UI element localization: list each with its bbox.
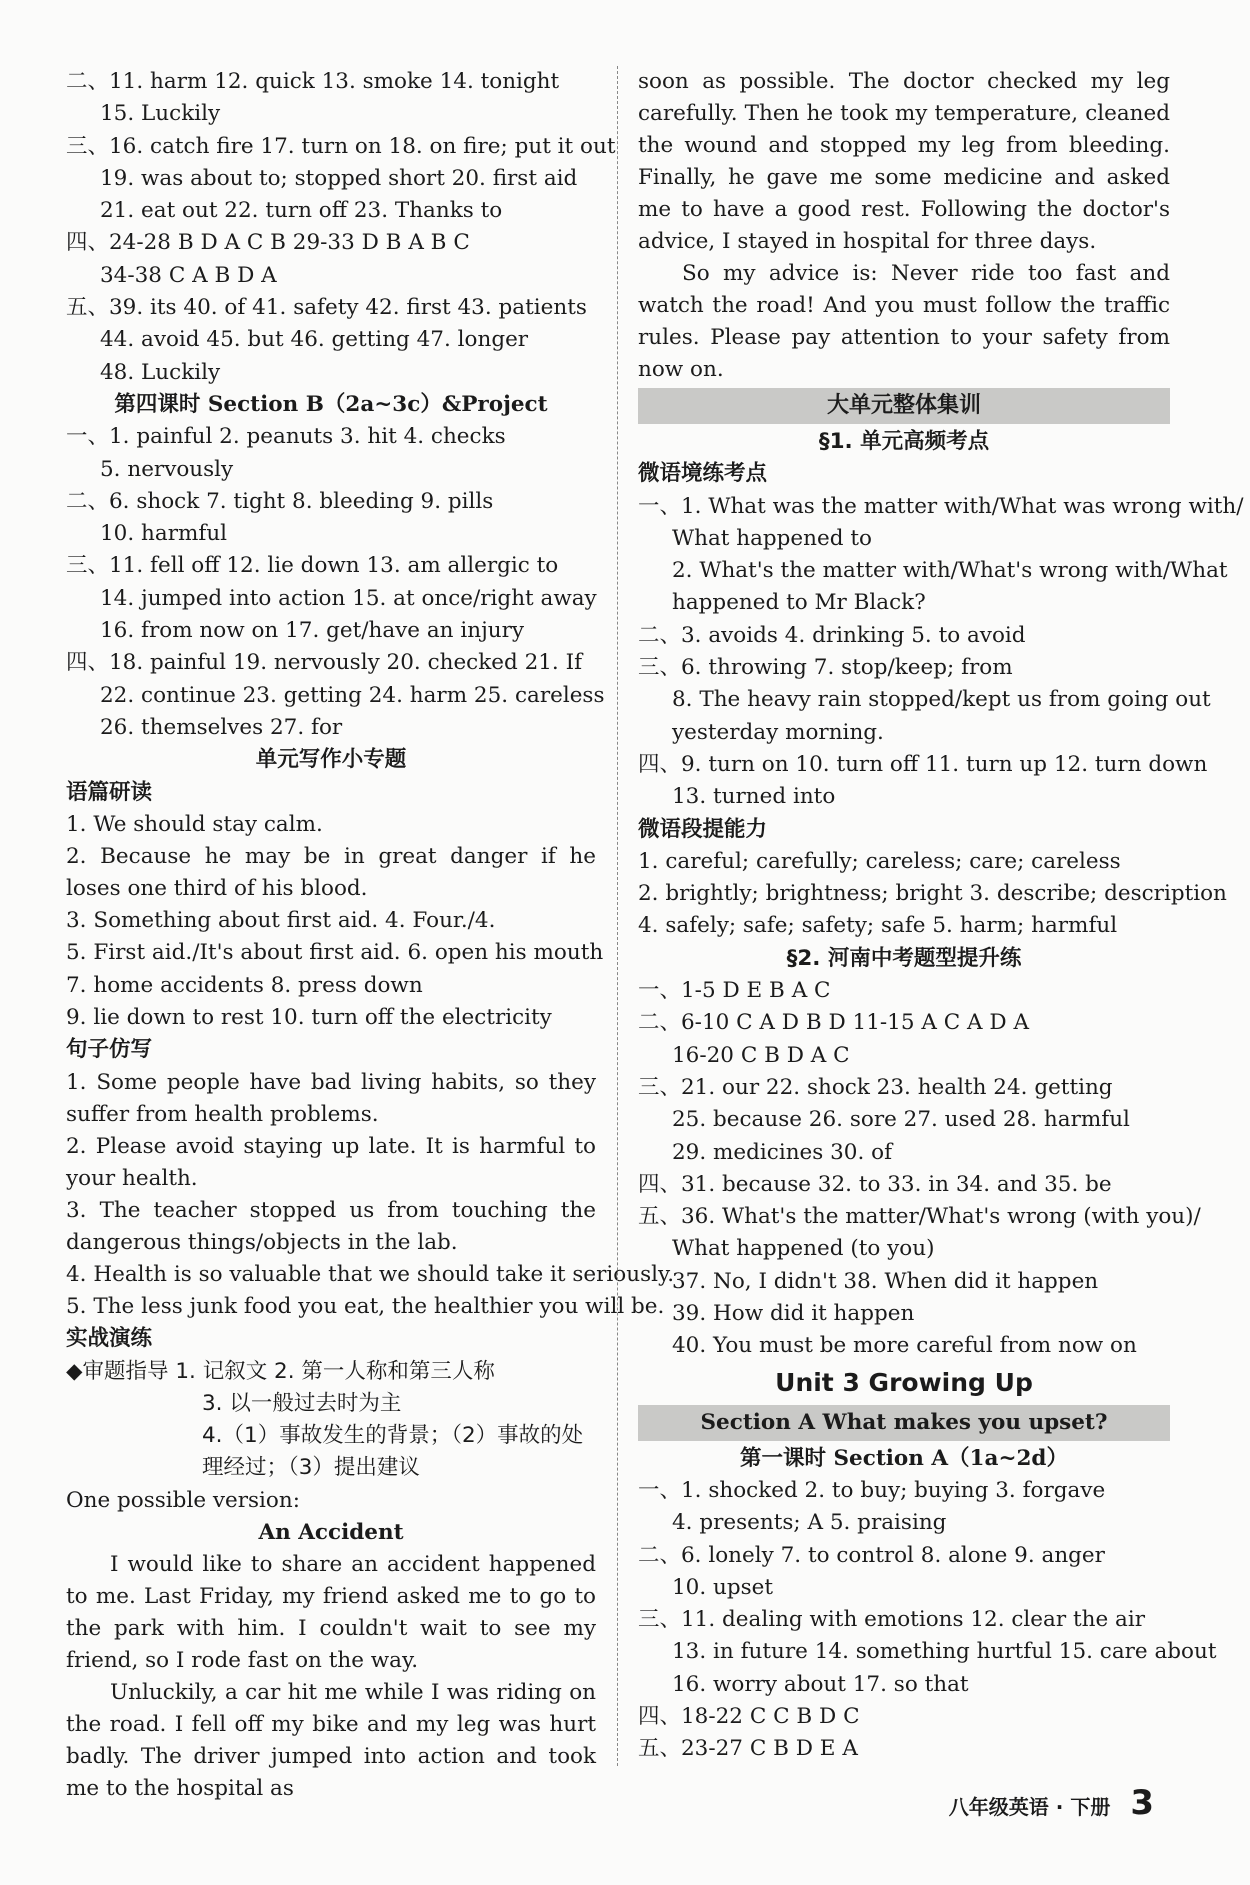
left-line: 48. Luckily xyxy=(100,359,221,385)
left-line: One possible version: xyxy=(66,1487,300,1513)
right-line: 29. medicines 30. of xyxy=(672,1139,893,1165)
right-line: 4. safely; safe; safety; safe 5. harm; harmful xyxy=(638,913,1118,939)
right-line: 2. brightly; brightness; bright 3. describe; description xyxy=(638,881,1227,907)
left-line: ◆审题指导 1. 记叙文 2. 第一人称和第三人称 xyxy=(66,1358,495,1384)
right-line: 一、1. shocked 2. to buy; buying 3. forgave xyxy=(638,1477,1106,1503)
page-footer xyxy=(949,1783,1154,1823)
right-line: 13. in future 14. something hurtful 15. care about xyxy=(672,1639,1217,1665)
right-line: 第一课时 Section A（1a~2d） xyxy=(740,1445,1068,1471)
left-line: An Accident xyxy=(258,1519,404,1545)
left-line: 五、39. its 40. of 41. safety 42. first 43. patients xyxy=(66,295,587,321)
left-line: 第四课时 Section B（2a~3c）&Project xyxy=(114,391,548,417)
right-line: 1. careful; carefully; careless; care; careless xyxy=(638,848,1121,874)
right-line: 三、11. dealing with emotions 12. clear the air xyxy=(638,1607,1145,1633)
page-number: 3 xyxy=(1130,1783,1154,1823)
left-line: 四、18. painful 19. nervously 20. checked 21. If xyxy=(66,650,583,676)
left-line: 2. Please avoid staying up late. It is harmful to your health. xyxy=(66,1133,596,1191)
right-line: 四、18-22 C C B D C xyxy=(638,1703,860,1729)
right-line: 2. What's the matter with/What's wrong with/What xyxy=(672,558,1228,584)
left-line: 1. We should stay calm. xyxy=(66,811,323,837)
left-line: 三、16. catch fire 17. turn on 18. on fire; put it out xyxy=(66,133,616,159)
left-line: 15. Luckily xyxy=(100,101,221,127)
right-line: 三、21. our 22. shock 23. health 24. getting xyxy=(638,1074,1113,1100)
left-line: 19. was about to; stopped short 20. first aid xyxy=(100,165,578,191)
right-line: Section A What makes you upset? xyxy=(638,1405,1170,1441)
right-line: 8. The heavy rain stopped/kept us from going out xyxy=(672,687,1211,713)
left-line: 5. nervously xyxy=(100,456,234,482)
right-line: 40. You must be more careful from now on xyxy=(672,1333,1137,1359)
left-line: 26. themselves 27. for xyxy=(100,714,343,740)
right-line: 微语境练考点 xyxy=(638,461,768,487)
left-line: 4.（1）事故发生的背景；（2）事故的处 xyxy=(202,1423,584,1449)
right-line: 16-20 C B D A C xyxy=(672,1042,850,1068)
right-line: Unit 3 Growing Up xyxy=(775,1367,1033,1397)
left-line: 二、6. shock 7. tight 8. bleeding 9. pills xyxy=(66,488,494,514)
footer-grade-label: 八年级英语 · 下册 xyxy=(948,1795,1111,1819)
left-line: 3. Something about first aid. 4. Four./4. xyxy=(66,908,496,934)
right-line: 三、6. throwing 7. stop/keep; from xyxy=(638,655,1013,681)
left-line: I would like to share an accident happened to me. Last Friday, my friend asked me to go to the park with him. I couldn't wait to see my friend, so I rode fast on the way. xyxy=(66,1552,596,1674)
left-line: 3. 以一般过去时为主 xyxy=(202,1390,402,1416)
right-line: 二、6-10 C A D B D 11-15 A C A D A xyxy=(638,1010,1029,1036)
right-line: 二、3. avoids 4. drinking 5. to avoid xyxy=(638,622,1026,648)
left-line: 实战演练 xyxy=(66,1326,153,1352)
right-line: 四、31. because 32. to 33. in 34. and 35. be xyxy=(638,1171,1112,1197)
left-line: 四、24-28 B D A C B 29-33 D B A B C xyxy=(66,230,470,256)
left-line: 1. Some people have bad living habits, so they suffer from health problems. xyxy=(66,1069,596,1127)
left-line: 4. Health is so valuable that we should take it seriously. xyxy=(66,1261,675,1287)
right-line: 13. turned into xyxy=(672,784,836,810)
right-line: soon as possible. The doctor checked my leg carefully. Then he took my temperature, cleaned the wound and stopped my leg from bleeding. Finally, he gave me some medicine and asked me to have a good rest. Following the doctor's advice, I stayed in hospital for three days. xyxy=(638,69,1170,254)
left-line: 14. jumped into action 15. at once/right away xyxy=(100,585,597,611)
left-line: 9. lie down to rest 10. turn off the electricity xyxy=(66,1005,552,1031)
right-line: 微语段提能力 xyxy=(638,816,768,842)
right-line: So my advice is: Never ride too fast and watch the road! And you must follow the traffic rules. Please pay attention to your safety from now on. xyxy=(638,261,1170,382)
left-line: 三、11. fell off 12. lie down 13. am allergic to xyxy=(66,553,559,579)
left-line: 二、11. harm 12. quick 13. smoke 14. tonight xyxy=(66,69,560,94)
right-line: §2. 河南中考题型提升练 xyxy=(786,945,1022,971)
left-line: 10. harmful xyxy=(100,521,228,547)
right-line: 四、9. turn on 10. turn off 11. turn up 12. turn down xyxy=(638,751,1208,777)
left-line: 句子仿写 xyxy=(66,1037,153,1063)
right-line: 五、36. What's the matter/What's wrong (with you)/ xyxy=(638,1204,1201,1230)
left-line: 5. The less junk food you eat, the healthier you will be. xyxy=(66,1293,665,1319)
left-line: 22. continue 23. getting 24. harm 25. careless xyxy=(100,682,605,708)
right-line: 37. No, I didn't 38. When did it happen xyxy=(672,1268,1099,1294)
right-line: 16. worry about 17. so that xyxy=(672,1671,969,1697)
right-line: 10. upset xyxy=(672,1574,774,1600)
left-line: 2. Because he may be in great danger if he loses one third of his blood. xyxy=(66,844,596,902)
left-line: 理经过；（3）提出建议 xyxy=(202,1455,420,1481)
left-line: 7. home accidents 8. press down xyxy=(66,972,423,998)
right-line: yesterday morning. xyxy=(672,719,884,745)
left-column xyxy=(66,66,675,1805)
right-line: 39. How did it happen xyxy=(672,1301,915,1327)
left-line: Unluckily, a car hit me while I was riding on the road. I fell off my bike and my leg was hurt badly. The driver jumped into action and took me to the hospital as xyxy=(66,1680,596,1802)
left-line: 单元写作小专题 xyxy=(255,747,407,773)
right-line: What happened to xyxy=(672,525,872,551)
left-line: 16. from now on 17. get/have an injury xyxy=(100,618,525,644)
left-line: 3. The teacher stopped us from touching the dangerous things/objects in the lab. xyxy=(66,1197,596,1255)
right-line: 二、6. lonely 7. to control 8. alone 9. anger xyxy=(638,1542,1105,1568)
right-line: 大单元整体集训 xyxy=(638,388,1170,424)
right-line: 一、1-5 D E B A C xyxy=(638,978,831,1004)
right-line: 25. because 26. sore 27. used 28. harmful xyxy=(672,1107,1130,1133)
left-line: 21. eat out 22. turn off 23. Thanks to xyxy=(100,198,503,224)
right-line: 4. presents; A 5. praising xyxy=(672,1510,947,1536)
right-line: 一、1. What was the matter with/What was wrong with/ xyxy=(638,493,1244,519)
left-line: 5. First aid./It's about first aid. 6. open his mouth xyxy=(66,940,604,966)
right-column xyxy=(638,66,1244,1766)
left-line: 44. avoid 45. but 46. getting 47. longer xyxy=(100,327,529,353)
right-line: happened to Mr Black? xyxy=(672,590,926,616)
right-line: What happened (to you) xyxy=(672,1236,935,1262)
column-divider xyxy=(617,66,618,1766)
right-line: §1. 单元高频考点 xyxy=(818,429,990,454)
left-line: 一、1. painful 2. peanuts 3. hit 4. checks xyxy=(66,424,506,450)
left-line: 34-38 C A B D A xyxy=(100,262,277,288)
right-line: 五、23-27 C B D E A xyxy=(638,1736,858,1762)
left-line: 语篇研读 xyxy=(66,779,153,805)
